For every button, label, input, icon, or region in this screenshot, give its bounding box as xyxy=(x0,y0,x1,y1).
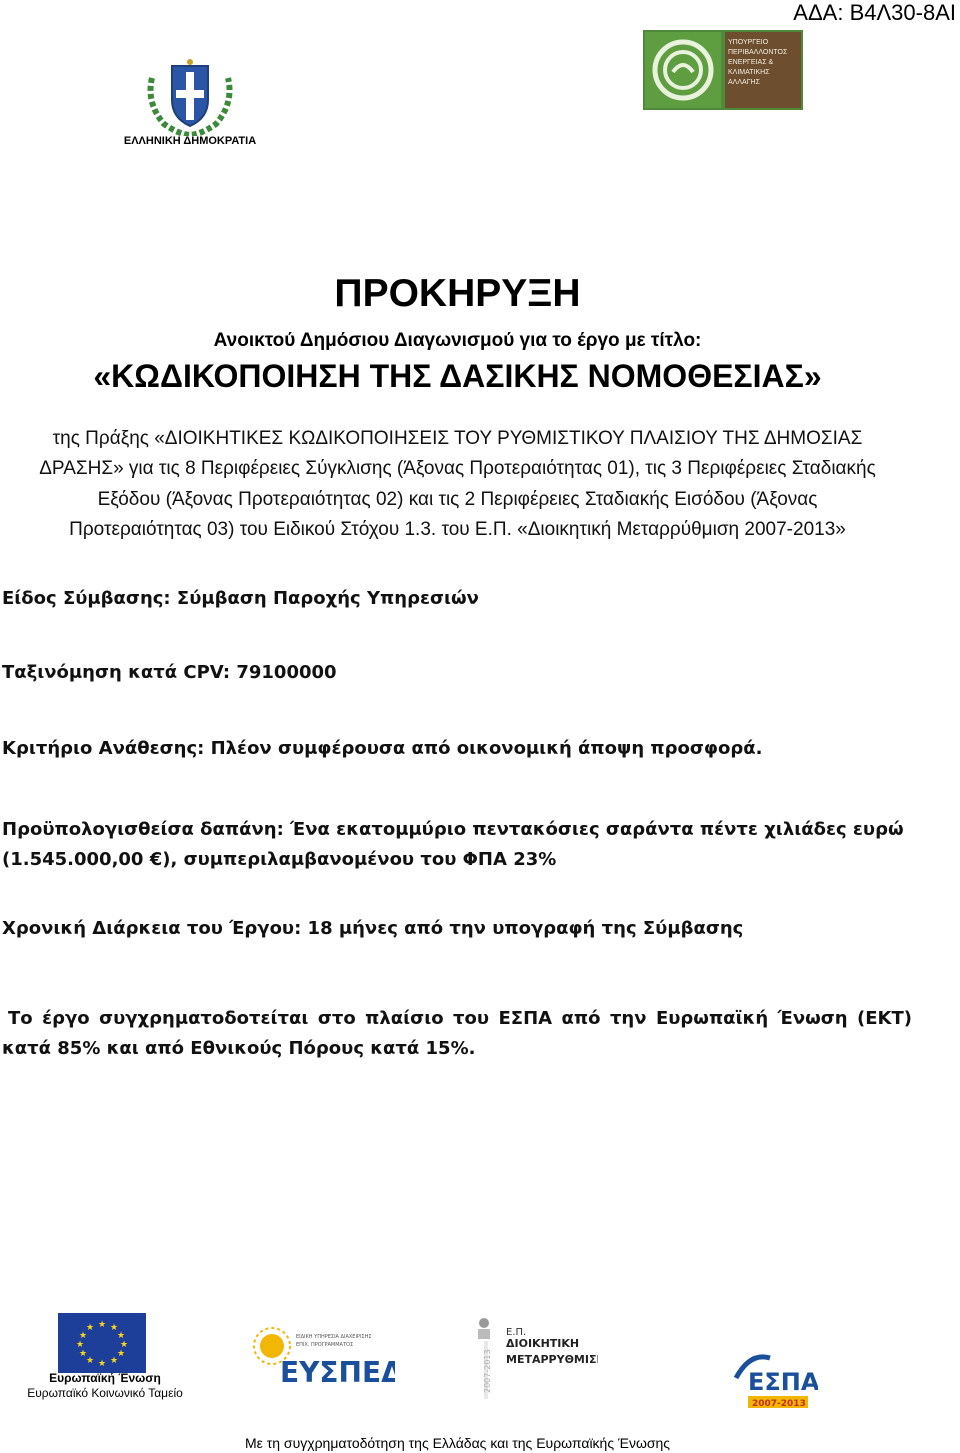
svg-text:★: ★ xyxy=(116,1331,126,1341)
svg-text:ΕΠΙΧ. ΠΡΟΓΡΑΜΜΑΤΟΣ: ΕΠΙΧ. ΠΡΟΓΡΑΜΜΑΤΟΣ xyxy=(296,1342,354,1348)
praxi-description xyxy=(0,424,915,545)
award-criterion: Κριτήριο Ανάθεσης: Πλέον συμφέρουσα από οικονομική άποψη προσφορά. xyxy=(2,738,763,759)
budget-line: Προϋπολογισθείσα δαπάνη: Ένα εκατομμύριο πεντακόσιες σαράντα πέντε χιλιάδες ευρώ xyxy=(2,819,904,840)
budget-line: (1.545.000,00 €), συμπεριλαμβανομένου του ΦΠΑ 23% xyxy=(2,849,557,870)
dm-ep: Ε.Π. xyxy=(506,1327,527,1338)
svg-text:★: ★ xyxy=(109,1323,119,1333)
eu-flag-logo xyxy=(58,1313,146,1373)
svg-text:★: ★ xyxy=(85,1323,95,1333)
svg-text:★: ★ xyxy=(78,1331,88,1341)
budget xyxy=(2,815,912,875)
project-duration: Χρονική Διάρκεια του Έργου: 18 μήνες από την υπογραφή της Σύμβασης xyxy=(2,918,744,939)
ministry-environment-logo xyxy=(643,30,803,110)
cpv-classification: Ταξινόμηση κατά CPV: 79100000 xyxy=(2,662,337,683)
espa-logo xyxy=(730,1350,818,1418)
notice-subtitle: Ανοικτού Δημόσιου Διαγωνισμού για το έργο με τίτλο: xyxy=(213,330,702,351)
state-label: ΕΛΛΗΝΙΚΗ ΔΗΜΟΚΡΑΤΙΑ xyxy=(123,135,257,147)
svg-text:ΕΙΔΙΚΗ ΥΠΗΡΕΣΙΑ ΔΙΑΧΕΙΡΙΣΗΣ: ΕΙΔΙΚΗ ΥΠΗΡΕΣΙΑ ΔΙΑΧΕΙΡΙΣΗΣ xyxy=(296,1334,372,1340)
praxi-line: της Πράξης «ΔΙΟΙΚΗΤΙΚΕΣ ΚΩΔΙΚΟΠΟΙΗΣΕΙΣ ΤΟΥ ΡΥΘΜΙΣΤΙΚΟΥ ΠΛΑΙΣΙΟΥ ΤΗΣ ΔΗΜΟΣΙΑΣ xyxy=(52,428,863,449)
funding-line: Το έργο συγχρηματοδοτείται στο πλαίσιο του ΕΣΠΑ από την Ευρωπαϊκή Ένωση (ΕΚΤ) xyxy=(8,1008,912,1029)
svg-text:★: ★ xyxy=(85,1356,95,1366)
eu-title: Ευρωπαϊκή Ένωση xyxy=(49,1371,161,1385)
svg-text:★: ★ xyxy=(119,1340,129,1350)
svg-text:★: ★ xyxy=(97,1359,107,1369)
ministry-emblem-icon xyxy=(645,32,721,108)
praxi-line: Προτεραιότητας 03) του Ειδικού Στόχου 1.3. του Ε.Π. «Διοικητική Μεταρρύθμιση 2007-2013» xyxy=(69,518,846,540)
praxi-line: Εξόδου (Άξονας Προτεραιότητας 02) και τις 2 Περιφέρειες Σταδιακής Εισόδου (Άξονας xyxy=(97,488,818,510)
eu-fund: Ευρωπαϊκό Κοινωνικό Ταμείο xyxy=(27,1386,183,1400)
espa-years: 2007-2013 xyxy=(752,1399,806,1409)
project-title: «ΚΩΔΙΚΟΠΟΙΗΣΗ ΤΗΣ ΔΑΣΙΚΗΣ ΝΟΜΟΘΕΣΙΑΣ» xyxy=(93,358,822,394)
ministry-logo-text: ΥΠΟΥΡΓΕΙΟ ΠΕΡΙΒΑΛΛΟΝΤΟΣ ΕΝΕΡΓΕΙΑΣ & ΚΛΙΜΑΤΙΚΗΣ ΑΛΛΑΓΗΣ xyxy=(725,32,801,108)
espa-text: ΕΣΠΑ xyxy=(748,1368,818,1396)
ada-code: ΑΔΑ: Β4Λ30-8ΑΙ xyxy=(793,0,956,25)
svg-text:★: ★ xyxy=(109,1356,119,1366)
svg-text:★: ★ xyxy=(116,1349,126,1359)
dm-line1: ΔΙΟΙΚΗΤΙΚΗ xyxy=(506,1337,580,1350)
eysped-logo xyxy=(250,1320,395,1388)
funding-line: κατά 85% και από Εθνικούς Πόρους κατά 15%. xyxy=(2,1038,476,1059)
funding-statement xyxy=(2,1004,912,1064)
greek-coat-of-arms-logo xyxy=(142,58,238,136)
svg-text:★: ★ xyxy=(97,1320,107,1330)
eysped-text: ΕΥΣΠΕΔ xyxy=(280,1356,395,1388)
svg-text:★: ★ xyxy=(78,1349,88,1359)
praxi-line: ΔΡΑΣΗΣ» για τις 8 Περιφέρειες Σύγκλισης (Άξονας Προτεραιότητας 01), τις 3 Περιφέρειες Σταδιακής xyxy=(39,458,876,480)
co-funding-note: Με τη συγχρηματοδότηση της Ελλάδας και της Ευρωπαϊκής Ένωσης xyxy=(244,1435,671,1451)
dm-line2: ΜΕΤΑΡΡΥΘΜΙΣΗ xyxy=(506,1353,598,1366)
notice-title: ΠΡΟΚΗΡΥΞΗ xyxy=(334,272,581,315)
contract-type: Είδος Σύμβασης: Σύμβαση Παροχής Υπηρεσιών xyxy=(2,588,479,609)
dioikitiki-metarrythmisi-logo xyxy=(468,1313,598,1403)
svg-text:★: ★ xyxy=(75,1340,85,1350)
dm-years: 2007-2013 xyxy=(483,1349,492,1393)
